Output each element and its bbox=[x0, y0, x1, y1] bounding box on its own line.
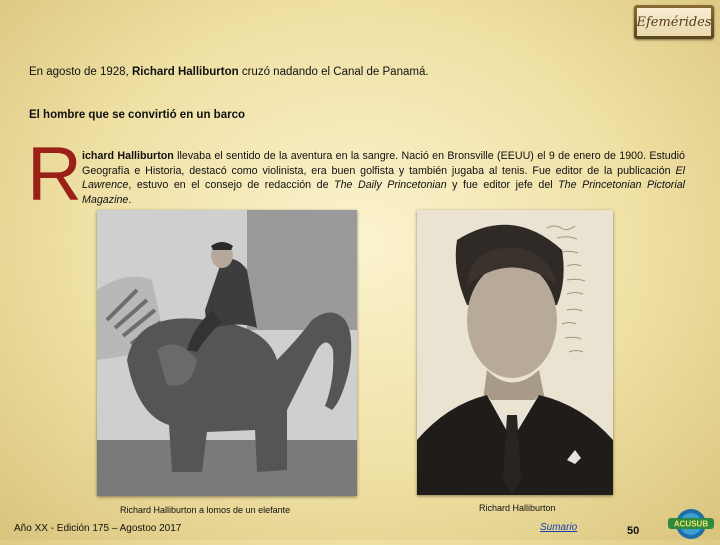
article-text-1: llevaba el sentido de la aventura en la sangre. Nació en Bronsville (EEUU) el 9 de enero de 1900. Estudió Geografía e Historia, destacó como violinista, era buen golfista y también jugaba al tenis. Fue editor de la publicación bbox=[82, 150, 685, 177]
portrait-photo-caption: Richard Halliburton bbox=[479, 503, 556, 513]
efemerides-badge-text: Efemérides bbox=[637, 8, 711, 36]
intro-name: Richard Halliburton bbox=[131, 66, 239, 78]
drop-cap: R bbox=[27, 132, 82, 217]
portrait-photo bbox=[417, 210, 613, 495]
article-text-4: . bbox=[128, 193, 132, 206]
elephant-photo-caption: Richard Halliburton a lomos de un elefante bbox=[120, 505, 291, 515]
article-italic-2: The Daily Princetonian bbox=[334, 179, 447, 192]
acusub-logo bbox=[662, 505, 720, 540]
sumario-link[interactable]: Sumario bbox=[540, 522, 578, 533]
page-number: 50 bbox=[627, 525, 640, 537]
portrait-photo-illustration bbox=[417, 210, 613, 495]
efemerides-badge bbox=[634, 5, 714, 39]
acusub-logo-icon bbox=[662, 505, 720, 540]
edition-footer: Año XX - Edición 175 – Agostoo 2017 bbox=[14, 523, 182, 534]
article-body bbox=[82, 149, 685, 207]
article-text-3: y fue editor jefe del bbox=[446, 179, 559, 192]
article-italic-1: El Lawrence bbox=[82, 164, 685, 192]
article-heading: El hombre que se convirtió en un barco bbox=[29, 109, 245, 121]
intro-text-end: cruzó nadando el Canal de Panamá. bbox=[238, 66, 429, 78]
elephant-photo-illustration bbox=[97, 210, 357, 496]
article-italic-3: The Princetonian Pictorial Magazine bbox=[82, 179, 686, 206]
acusub-logo-text: ACUSUB bbox=[673, 519, 709, 529]
intro-text-start: En agosto de 1928, bbox=[29, 66, 132, 78]
article-name: ichard Halliburton bbox=[82, 150, 174, 162]
intro-line bbox=[29, 66, 429, 78]
elephant-photo bbox=[97, 210, 357, 496]
article-text-2: , estuvo en el consejo de redacción de bbox=[128, 179, 335, 192]
